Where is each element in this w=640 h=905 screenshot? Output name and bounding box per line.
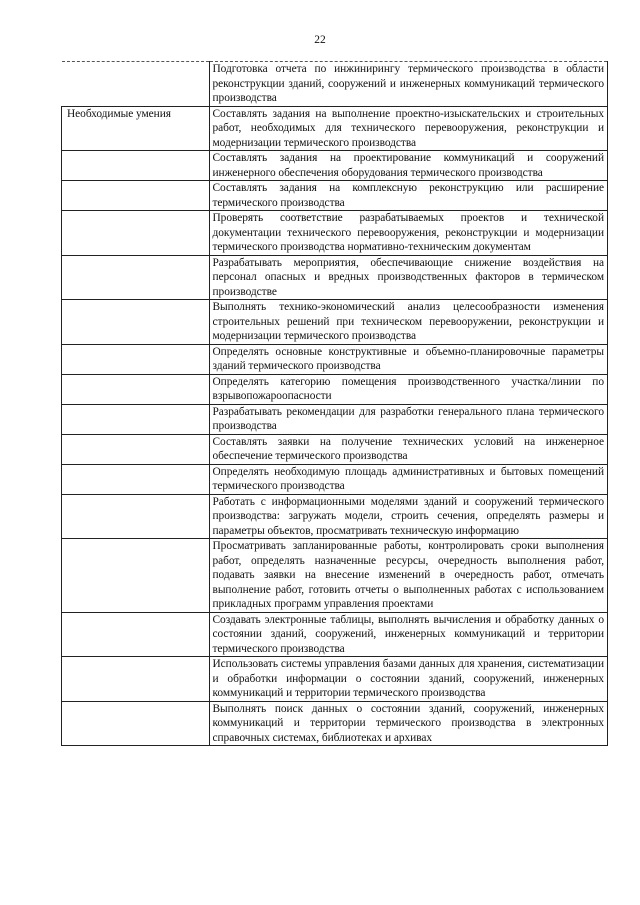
row-text: Подготовка отчета по инжинирингу термического производства в области реконструкции зданий, сооружений и инженерных коммуникаций термического производства [209,62,608,107]
row-category [62,464,210,494]
row-text: Проверять соответствие разрабатываемых проектов и технической документации технического перевооружения, реконструкции и модернизации термического производства нормативно-техническим документам [209,211,608,256]
row-category [62,181,210,211]
row-text: Определять необходимую площадь административных и бытовых помещений термического производства [209,464,608,494]
row-text: Составлять заявки на получение технических условий на инженерное обеспечение термического производства [209,434,608,464]
table-row [62,211,608,256]
table-row [62,657,608,702]
table-row [62,344,608,374]
row-category [62,539,210,613]
row-category [62,62,210,107]
row-text: Составлять задания на проектирование коммуникаций и сооружений инженерного обеспечения оборудования термического производства [209,151,608,181]
row-category [62,300,210,345]
row-text: Выполнять технико-экономический анализ целесообразности изменения строительных решений при техническом перевооружении, реконструкции и модернизации термического производства [209,300,608,345]
table-row [62,151,608,181]
table-row [62,612,608,657]
table-row [62,300,608,345]
row-text: Использовать системы управления базами данных для хранения, систематизации и обработки информации о состоянии зданий, сооружений, инженерных коммуникаций и территории термического производства [209,657,608,702]
table-row [62,701,608,746]
row-text: Составлять задания на комплексную реконструкцию или расширение термического производства [209,181,608,211]
row-text: Просматривать запланированные работы, контролировать сроки выполнения работ, определять назначенные ресурсы, очередность выполнения работ, подавать заявки на внесение изменений в очередность работ, отмечать выполнение работ, готовить отчеты о выполненных работах с использованием прикладных программ управления проектами [209,539,608,613]
table-row [62,106,608,151]
row-text: Определять основные конструктивные и объемно-планировочные параметры зданий термического производства [209,344,608,374]
row-text: Определять категорию помещения производственного участка/линии по взрывопожароопасности [209,374,608,404]
table-row [62,404,608,434]
table-row [62,181,608,211]
table-row [62,255,608,300]
table-row [62,494,608,539]
row-text: Создавать электронные таблицы, выполнять вычисления и обработку данных о состоянии зданий, сооружений, инженерных коммуникаций и территории термического производства [209,612,608,657]
row-category [62,612,210,657]
table-row [62,434,608,464]
row-text: Выполнять поиск данных о состоянии зданий, сооружений, инженерных коммуникаций и территории термического производства в электронных справочных системах, библиотеках и архивах [209,701,608,746]
row-category [62,211,210,256]
row-text: Работать с информационными моделями зданий и сооружений термического производства: загружать модели, строить сечения, определять размеры и параметры объектов, просматривать техническую информацию [209,494,608,539]
row-category [62,404,210,434]
page-number: 22 [314,34,326,46]
row-text: Составлять задания на выполнение проектно-изыскательских и строительных работ, необходимых для технического перевооружения, реконструкции и модернизации термического производства [209,106,608,151]
row-text: Разрабатывать мероприятия, обеспечивающие снижение воздействия на персонал опасных и вредных производственных факторов в термическом производстве [209,255,608,300]
row-category [62,344,210,374]
row-category [62,657,210,702]
row-category [62,434,210,464]
skills-table-body [62,62,608,746]
row-category [62,151,210,181]
row-category [62,255,210,300]
row-category [62,374,210,404]
row-category [62,701,210,746]
table-row [62,539,608,613]
table-row [62,62,608,107]
table-row [62,374,608,404]
row-category: Необходимые умения [62,106,210,151]
row-text: Разрабатывать рекомендации для разработки генерального плана термического производства [209,404,608,434]
row-category [62,494,210,539]
skills-table [61,61,608,746]
table-row [62,464,608,494]
